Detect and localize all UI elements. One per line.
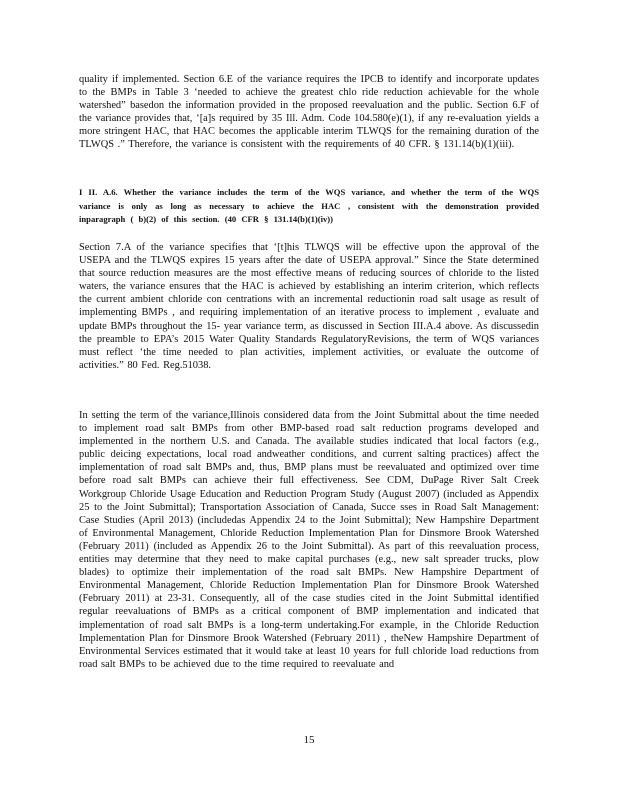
body-paragraph-1: quality if implemented. Section 6.E of the variance requires the IPCB to identify and incorporate updates to the BMPs in Table 3 ‘needed to achieve the greatest chlo ride reduction achievable for the whole watershed” basedon the information provided in the proposed reevaluation and the public. Section 6.F of the variance provides that, ‘[a]s required by 35 Ill. Adm. Code 104.580(e)(1), if any re-evaluation yields a more stringent HAC, that HAC becomes the applicable interim TLWQS for the remaining duration of the TLWQS .” Therefore, the variance is consistent with the requirements of 40 CFR. § 131.14(b)(1)(iii). — [79, 74, 539, 151]
page-number: 15 — [303, 734, 315, 746]
body-paragraph-2: Section 7.A of the variance specifies that ‘[t]his TLWQS will be effective upon the approval of the USEPA and the TLWQS expires 15 years after the date of USEPA approval.” Since the State determined that source reduction measures are the most effective means of reducing sources of chloride to the listed waters, the variance ensures that the HAC is achieved by establishing an interim criterion, which reflects the current ambient chloride con centrations with an incremental reductionin road salt usage as result of implementing BMPs , and requiring implementation of an iterative process to implement , evaluate and update BMPs throughout the 15- year variance term, as discussed in Section III.A.4 above. As discussedin the preamble to EPA’s 2015 Water Quality Standards RegulatoryRevisions, the term of WQS variances must reflect ‘the time needed to plan activities, implement activities, or evaluate the outcome of activities.” 80 Fed. Reg.51038. — [79, 242, 539, 371]
section-heading: I II. A.6. Whether the variance includes the term of the WQS variance, and whether the term of the WQS variance is only as long as necessary to achieve the HAC , consistent with the demonstration provided inparagraph ( b)(2) of this section. (40 CFR § 131.14(b)(1)(iv)) — [79, 187, 539, 224]
body-paragraph-3: In setting the term of the variance,Illinois considered data from the Joint Submittal about the time needed to implement road salt BMPs from other BMP-based road salt reduction programs developed and implemented in the northern U.S. and Canada. The available studies indicated that local factors (e.g., public deicing expectations, local road andweather conditions, and current salting practices) affect the implementation of road salt BMPs and, thus, BMP plans must be reevaluated and optimized over time before road salt BMPs can achieve their full effectiveness. See CDM, DuPage River Salt Creek Workgroup Chloride Usage Education and Reduction Program Study (August 2007) (included as Appendix 25 to the Joint Submittal); Transportation Association of Canada, Succe sses in Road Salt Management: Case Studies (April 2013) (includedas Appendix 24 to the Joint Submittal); New Hampshire Department of Environmental Management, Chloride Reduction Implementation Plan for Dinsmore Brook Watershed (February 2011) (included as Appendix 26 to the Joint Submittal). As part of this reevaluation process, entities may determine that they need to make capital purchases (e.g., new salt spreader trucks, plow blades) to optimize their implementation of the road salt BMPs. New Hampshire Department of Environmental Management, Chloride Reduction Implementation Plan for Dinsmore Brook Watershed (February 2011) at 23-31. Consequently, all of the case studies cited in the Joint Submittal identified regular reevaluations of BMPs as a critical component of BMP implementation and indicated that implementation of road salt BMPs is a long-term undertaking.For example, in the Chloride Reduction Implementation Plan for Dinsmore Brook Watershed (February 2011) , theNew Hampshire Department of Environmental Services estimated that it would take at least 10 years for full chloride load reductions from road salt BMPs to be achieved due to the time required to reevaluate and — [79, 410, 539, 670]
